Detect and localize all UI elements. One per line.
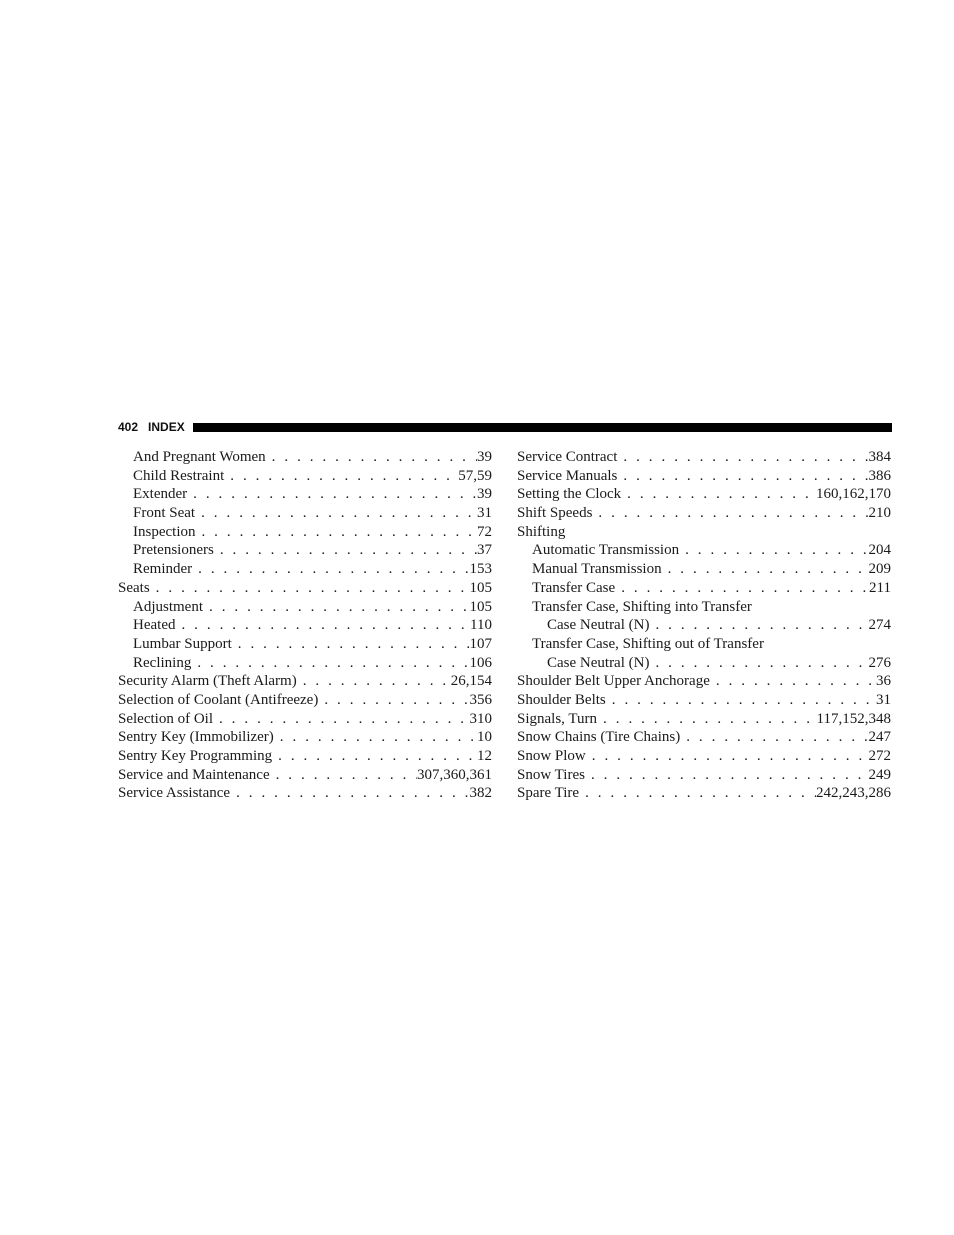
index-entry-pages: 272 xyxy=(868,748,891,764)
index-entry-label: Snow Chains (Tire Chains) xyxy=(517,729,681,746)
dot-leader xyxy=(662,560,869,579)
index-entry-pages: 209 xyxy=(868,561,891,578)
page-number: 402 xyxy=(118,420,139,434)
index-column-right xyxy=(517,448,891,803)
index-entry xyxy=(118,672,492,691)
index-entry xyxy=(517,541,891,560)
dot-leader xyxy=(274,728,477,747)
index-entry-label: Service Contract xyxy=(517,449,618,465)
index-entry xyxy=(118,541,492,560)
dot-leader xyxy=(318,691,469,710)
index-entry-label: Inspection xyxy=(133,523,196,540)
index-entry-pages: 274 xyxy=(868,617,891,634)
index-entry xyxy=(517,616,891,635)
index-entry-pages: 12 xyxy=(477,748,492,764)
index-entry-label: Shift Speeds xyxy=(517,505,593,522)
header-rule xyxy=(193,423,892,432)
index-entry xyxy=(517,654,891,673)
index-entry-label: Child Restraint xyxy=(133,467,225,484)
index-entry xyxy=(118,635,492,654)
dot-leader xyxy=(679,541,868,560)
index-entry-label: Shoulder Belt Upper Anchorage xyxy=(517,673,710,690)
index-entry-label: Seats xyxy=(118,579,150,596)
index-entry xyxy=(517,467,891,486)
dot-leader xyxy=(710,672,876,691)
index-entry-pages: 110 xyxy=(470,617,492,634)
index-entry-pages: 211 xyxy=(869,579,891,596)
index-entry xyxy=(118,448,492,467)
index-entry-label: Transfer Case, Shifting out of Transfer xyxy=(532,635,764,652)
index-entry xyxy=(517,485,891,504)
index-entry-label: Signals, Turn xyxy=(517,710,598,727)
index-entry-pages: 31 xyxy=(876,691,891,708)
dot-leader xyxy=(606,691,876,710)
index-entry-label: Shoulder Belts xyxy=(517,691,606,708)
dot-leader xyxy=(270,766,417,785)
index-entry xyxy=(517,728,891,747)
index-entry xyxy=(118,598,492,617)
index-entry-pages: 39 xyxy=(477,449,492,465)
dot-leader xyxy=(175,616,470,635)
index-entry-pages: 117,152,348 xyxy=(816,710,891,727)
index-entry-pages: 356 xyxy=(469,691,492,708)
dot-leader xyxy=(579,784,816,803)
index-entry-pages: 57,59 xyxy=(458,467,492,484)
index-entry xyxy=(517,784,891,803)
index-entry xyxy=(118,579,492,598)
dot-leader xyxy=(224,467,458,486)
index-entry xyxy=(118,560,492,579)
index-entry-pages: 276 xyxy=(868,654,891,671)
index-entry-pages: 106 xyxy=(469,654,492,671)
dot-leader xyxy=(617,448,868,467)
index-entry-pages: 247 xyxy=(868,729,891,746)
index-entry-label: Shifting xyxy=(517,523,566,540)
dot-leader xyxy=(615,579,869,598)
index-entry-pages: 153 xyxy=(469,561,492,578)
index-entry xyxy=(517,598,891,617)
index-entry xyxy=(517,523,891,542)
index-entry-label: Extender xyxy=(133,486,188,503)
index-entry-label: Service Assistance xyxy=(118,785,231,802)
dot-leader xyxy=(191,654,469,673)
dot-leader xyxy=(585,766,869,785)
index-entry-label: Case Neutral (N) xyxy=(547,617,650,634)
dot-leader xyxy=(266,448,477,467)
index-entry xyxy=(118,747,492,766)
index-entry xyxy=(118,523,492,542)
dot-leader xyxy=(621,485,816,504)
dot-leader xyxy=(597,710,817,729)
index-entry-label: Snow Plow xyxy=(517,748,586,764)
index-entry-pages: 210 xyxy=(868,505,891,522)
index-entry xyxy=(517,747,891,766)
index-entry xyxy=(118,504,492,523)
index-entry-pages: 31 xyxy=(477,505,492,522)
index-entry-pages: 105 xyxy=(469,579,492,596)
index-entry-pages: 242,243,286 xyxy=(816,785,891,802)
index-entry-pages: 204 xyxy=(868,542,891,559)
index-entry xyxy=(118,784,492,803)
dot-leader xyxy=(214,541,477,560)
index-entry-label: Automatic Transmission xyxy=(532,542,680,559)
index-entry xyxy=(118,654,492,673)
index-entry-pages: 384 xyxy=(868,449,891,465)
index-entry-label: Heated xyxy=(133,617,176,634)
dot-leader xyxy=(230,784,469,803)
index-entry xyxy=(517,504,891,523)
index-entry xyxy=(118,616,492,635)
index-entry-pages: 36 xyxy=(876,673,891,690)
index-entry-label: Adjustment xyxy=(133,598,203,615)
index-entry-pages: 10 xyxy=(477,729,492,746)
index-entry-pages: 107 xyxy=(469,635,492,652)
index-entry-label: Snow Tires xyxy=(517,766,585,783)
index-entry-label: Service and Maintenance xyxy=(118,766,270,783)
index-entry-pages: 382 xyxy=(469,785,492,802)
index-entry xyxy=(517,579,891,598)
section-title: INDEX xyxy=(148,420,185,434)
dot-leader xyxy=(192,560,469,579)
dot-leader xyxy=(203,598,470,617)
index-entry xyxy=(517,635,891,654)
dot-leader xyxy=(592,504,868,523)
index-entry xyxy=(517,710,891,729)
index-entry-label: Case Neutral (N) xyxy=(547,654,650,671)
index-entry-label: Reclining xyxy=(133,654,192,671)
index-entry xyxy=(118,691,492,710)
index-entry-pages: 386 xyxy=(868,467,891,484)
index-entry-pages: 307,360,361 xyxy=(417,766,492,783)
index-entry-pages: 105 xyxy=(469,598,492,615)
dot-leader xyxy=(187,485,477,504)
index-entry-label: Reminder xyxy=(133,561,193,578)
dot-leader xyxy=(213,710,470,729)
index-entry-label: Transfer Case xyxy=(532,579,616,596)
index-entry-pages: 310 xyxy=(469,710,492,727)
dot-leader xyxy=(680,728,868,747)
index-entry xyxy=(517,560,891,579)
index-entry-pages: 39 xyxy=(477,486,492,503)
index-entry-label: Sentry Key Programming xyxy=(118,748,273,764)
dot-leader xyxy=(649,654,868,673)
index-entry-label: Sentry Key (Immobilizer) xyxy=(118,729,274,746)
index-entry xyxy=(118,766,492,785)
index-entry-pages: 249 xyxy=(868,766,891,783)
index-entry xyxy=(118,467,492,486)
index-entry xyxy=(517,691,891,710)
index-entry-pages: 160,162,170 xyxy=(816,486,891,503)
index-entry-label: Service Manuals xyxy=(517,467,618,484)
index-entry-label: Selection of Coolant (Antifreeze) xyxy=(118,691,319,708)
index-column-left xyxy=(118,448,492,803)
index-entry-label: Selection of Oil xyxy=(118,710,213,727)
index-entry-label: Front Seat xyxy=(133,505,196,522)
dot-leader xyxy=(195,523,477,542)
index-entry-pages: 72 xyxy=(477,523,492,540)
index-entry-pages: 26,154 xyxy=(450,673,492,690)
index-entry-label: Transfer Case, Shifting into Transfer xyxy=(532,598,752,615)
index-entry-label: Security Alarm (Theft Alarm) xyxy=(118,673,297,690)
dot-leader xyxy=(586,747,869,766)
dot-leader xyxy=(232,635,470,654)
index-entry-pages: 37 xyxy=(477,542,492,559)
dot-leader xyxy=(297,672,451,691)
dot-leader xyxy=(649,616,868,635)
index-entry xyxy=(118,728,492,747)
dot-leader xyxy=(617,467,868,486)
index-entry xyxy=(517,448,891,467)
dot-leader xyxy=(272,747,477,766)
index-entry-label: Setting the Clock xyxy=(517,486,622,503)
index-entry-label: Lumbar Support xyxy=(133,635,232,652)
page-header xyxy=(118,419,892,435)
index-entry xyxy=(118,710,492,729)
index-entry xyxy=(517,672,891,691)
index-entry-label: Pretensioners xyxy=(133,542,214,559)
index-entry-label: And Pregnant Women xyxy=(133,449,266,465)
index-entry xyxy=(517,766,891,785)
index-entry xyxy=(118,485,492,504)
index-entry-label: Spare Tire xyxy=(517,785,580,802)
dot-leader xyxy=(195,504,477,523)
dot-leader xyxy=(150,579,470,598)
index-entry-label: Manual Transmission xyxy=(532,561,662,578)
